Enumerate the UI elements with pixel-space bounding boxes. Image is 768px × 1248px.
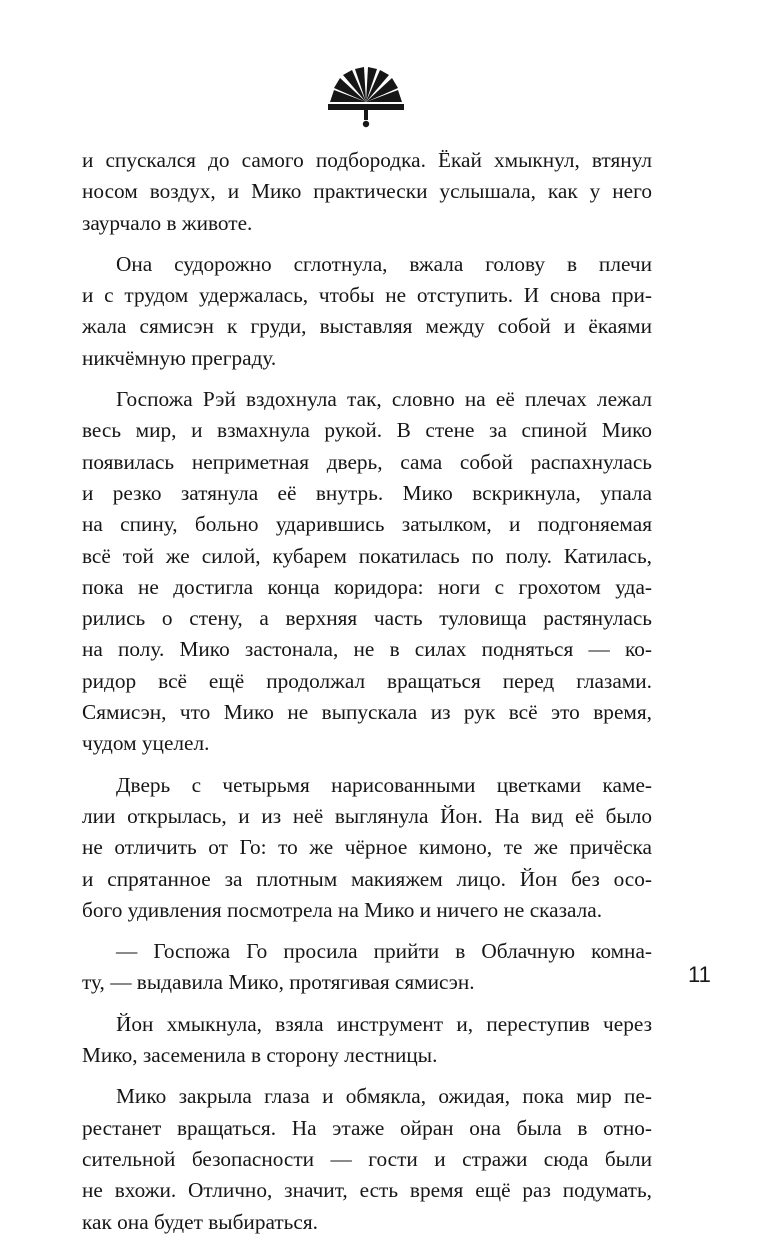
folding-fan-icon [324,66,408,128]
text-line: Мико закрыла глаза и обмякла, ожидая, пока мир пе- [116,1084,652,1109]
text-line: всё той же силой, кубарем покатилась по полу. Катилась, [82,543,652,568]
text-line: Йон хмыкнула, взяла инструмент и, переступив через [116,1011,652,1036]
text-line: не вхожи. Отлично, значит, есть время ещё раз подумать, [82,1178,652,1203]
paragraph [82,1009,652,1072]
text-line: весь мир, и взмахнула рукой. В стене за спиной Мико [82,418,652,443]
paragraph [82,249,652,374]
paragraph [82,384,652,760]
text-line: носом воздух, и Мико практически услышала, как у него [82,179,652,204]
body-text [82,145,652,1248]
paragraph [82,936,652,999]
paragraph [82,145,652,239]
text-line: сительной безопасности — гости и стражи сюда были [82,1146,652,1171]
text-line: Госпожа Рэй вздохнула так, словно на её плечах лежал [116,387,652,412]
text-line: Сямисэн, что Мико не выпускала из рук всё это время, [82,700,652,725]
text-line: Дверь с четырьмя нарисованными цветками каме- [116,772,652,797]
text-line: рились о стену, а верхняя часть туловища растянулась [82,606,652,631]
text-line: и спрятанное за плотным макияжем лицо. Йон без осо- [82,866,652,891]
text-line: Она судорожно сглотнула, вжала голову в плечи [116,251,652,276]
text-line: лии открылась, и из неё выглянула Йон. На вид её было [82,803,652,828]
text-line: Мико, засеменила в сторону лестницы. [82,1043,438,1068]
page-number: 11 [688,962,711,987]
paragraph [82,770,652,926]
text-line: и резко затянула её внутрь. Мико вскрикнула, упала [82,480,652,505]
text-line: — Госпожа Го просила прийти в Облачную комна- [116,939,652,964]
text-line: как она будет выбираться. [82,1209,318,1234]
text-line: на спину, больно ударившись затылком, и подгоняемая [82,512,652,537]
text-line: и спускался до самого подбородка. Ёкай хмыкнул, втянул [82,148,652,172]
text-line: никчёмную преграду. [82,345,277,370]
text-line: заурчало в животе. [82,210,253,235]
text-line: и с трудом удержалась, чтобы не отступить. И снова при- [82,283,652,308]
text-line: не отличить от Го: то же чёрное кимоно, те же причёска [82,835,652,860]
text-line: ту, — выдавила Мико, протягивая сямисэн. [82,970,475,995]
text-line: пока не достигла конца коридора: ноги с грохотом уда- [82,574,652,599]
text-line: ридор всё ещё продолжал вращаться перед глазами. [82,668,652,693]
paragraph [82,1081,652,1237]
text-line: жала сямисэн к груди, выставляя между собой и ёкаями [82,314,652,339]
text-line: появилась неприметная дверь, сама собой распахнулась [82,449,652,474]
text-line: на полу. Мико застонала, не в силах подняться — ко- [82,637,652,662]
text-line: бого удивления посмотрела на Мико и ничего не сказала. [82,897,603,922]
text-line: рестанет вращаться. На этаже ойран она была в отно- [82,1115,652,1140]
text-line: чудом уцелел. [82,731,210,756]
